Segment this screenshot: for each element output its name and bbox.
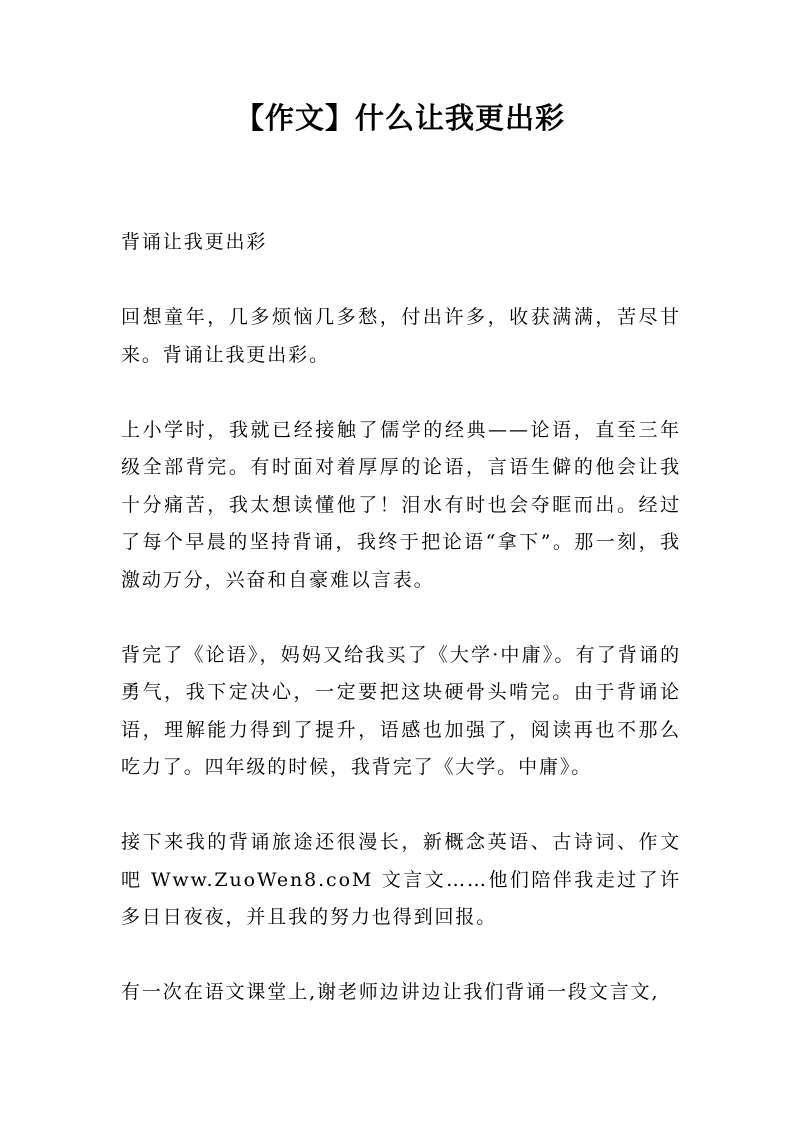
document-body	[121, 224, 681, 1049]
paragraph: 回想童年，几多烦恼几多愁，付出许多，收获满满，苦尽甘来。背诵让我更出彩。	[121, 306, 681, 366]
document-title: 【作文】什么让我更出彩	[234, 101, 565, 135]
paragraph: 接下来我的背诵旅途还很漫长，新概念英语、古诗词、作文 吧 Www.ZuoWen8.coM 文言文……他们陪伴我走过了许多日日夜夜，并且我的努力也得到回报。	[121, 831, 681, 928]
paragraph: 有一次在语文课堂上,谢老师边讲边让我们背诵一段文言文,	[121, 981, 660, 1003]
paragraph: 上小学时，我就已经接触了儒学的经典——论语，直至三年级全部背完。有时面对着厚厚的论语，言语生僻的他会让我十分痛苦，我太想读懂他了！泪水有时也会夺眶而出。经过了每个早晨的坚持背诵，我终于把论语“拿下”。那一刻，我激动万分，兴奋和自豪难以言表。	[121, 418, 681, 591]
paragraph-subtitle: 背诵让我更出彩	[121, 231, 268, 253]
paragraph: 背完了《论语》，妈妈又给我买了《大学·中庸》。有了背诵的勇气，我下定决心，一定要把这块硬骨头啃完。由于背诵论语，理解能力得到了提升，语感也加强了，阅读再也不那么吃力了。四年级的时候，我背完了《大学。中庸》。	[121, 643, 681, 778]
